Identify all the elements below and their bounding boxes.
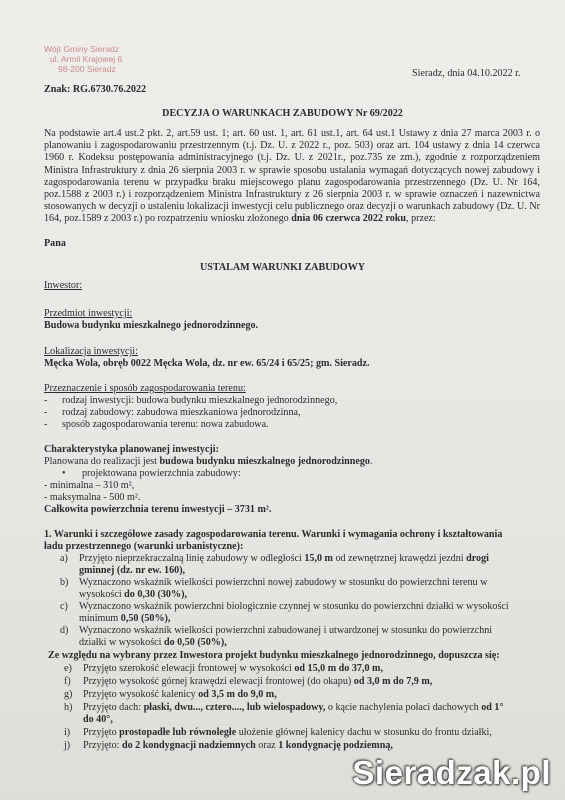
- condition-i: Przyjęto prostopadłe lub równoległe ułożenie głównej kalenicy dachu w stosunku do frontu działki,: [83, 727, 492, 738]
- office-stamp: [44, 44, 122, 74]
- condition-d-cont: działki w wysokości do 0,50 (50%),: [79, 637, 227, 648]
- allowance-note: Ze względu na wybrany przez Inwestora projekt budynku mieszkalnego jednorodzinnego, dopuszcza się:: [48, 650, 500, 661]
- stamp-line: 98-200 Sieradz: [58, 64, 116, 74]
- place-date: Sieradz, dnia 04.10.2022 r.: [412, 68, 521, 79]
- addressee: Pana: [44, 238, 66, 249]
- legal-basis-text: Na podstawie art.4 ust.2 pkt. 2, art.59 ust. 1; art. 60 ust. 1, art. 61 ust.1, art. 64 ust.1 Ustawy z dnia 27 marca 2003 r. o planowaniu i zagospodarowaniu przestrzennym (t.j. Dz. U. z 2022 r., poz. 503) oraz art. 104 ustawy z dnia 14 czerwca 1960 r. Kodeksu postępowania administracyjnego (t.j. Dz. U. z 2021r., poz.735 ze zm.), zgodnie z rozporządzeniem Ministra Infrastruktury z dnia 26 sierpnia 2003 r. w sprawie sposobu ustalania wymagań dotyczących nowej zabudowy i zagospodarowania terenu w przypadku braku miejscowego planu zagospodarowania przestrzennego (Dz. U. Nr 164, poz.1588 z 2003 r.) i rozporządzeniem Ministra Infrastruktury z 26 sierpnia 2003 r. w sprawie oznaczeń i nazewnictwa stosowanych w decyzji o ustaleniu lokalizacji inwestycji celu publicznego oraz decyzji o warunkach zabudowy (Dz. U. Nr 164, poz.1589 z 2003 r.) po rozpatrzeniu wniosku złożonego: [44, 128, 540, 225]
- purpose-item: - rodzaj inwestycji: budowa budynku mieszkalnego jednorodzinnego,: [44, 395, 338, 406]
- characteristics-bullet: • projektowana powierzchnia zabudowy:: [62, 468, 241, 479]
- condition-e: Przyjęto szerokość elewacji frontowej w wysokości od 15,0 m do 37,0 m,: [83, 663, 383, 674]
- condition-h-cont: do 40°,: [83, 714, 113, 725]
- condition-g-mark: g): [64, 689, 73, 700]
- stamp-line: ul. Armii Krajowej 6: [50, 54, 123, 64]
- condition-i-mark: i): [64, 727, 71, 738]
- application-date: dnia 06 czerwca 2022 roku: [291, 213, 407, 225]
- condition-c-mark: c): [60, 601, 68, 612]
- condition-f: Przyjęto wysokość górnej krawędzi elewacji frontowej (do okapu) od 3,0 m do 7,9 m,: [83, 676, 433, 687]
- condition-b-cont: wysokości do 0,30 (30%),: [79, 589, 187, 600]
- section-heading: USTALAM WARUNKI ZABUDOWY: [199, 262, 366, 273]
- condition-a-mark: a): [60, 553, 68, 564]
- condition-j-mark: j): [64, 740, 71, 751]
- reference-number: Znak: RG.6730.76.2022: [44, 84, 147, 95]
- condition-h: Przyjęto dach: płaski, dwu..., cztero...., lub wielospadowy, o kącie nachylenia połaci dachowych od 1°: [83, 702, 504, 713]
- condition-e-mark: e): [64, 663, 72, 674]
- subject-label: Przedmiot inwestycji:: [44, 308, 133, 319]
- condition-b: Wyznaczono wskaźnik wielkości powierzchni nowej zabudowy w stosunku do powierzchni terenu w: [79, 577, 488, 588]
- condition-j: Przyjęto: do 2 kondygnacji nadziemnych oraz 1 kondygnację podziemną,: [83, 740, 393, 751]
- condition-d: Wyznaczono wskaźnik wielkości powierzchni zabudowanej i utwardzonej w stosunku do powierzchni: [79, 625, 493, 636]
- characteristics-line: Planowana do realizacji jest budowa budynku mieszkalnego jednorodzinnego.: [44, 456, 373, 467]
- purpose-item: - rodzaj zabudowy: zabudowa mieszkaniowa jednorodzinna,: [44, 407, 301, 418]
- area-min: - minimalna – 310 m²,: [44, 480, 135, 491]
- investor-label: Inwestor:: [44, 280, 83, 291]
- purpose-item: - sposób zagospodarowania terenu: nowa zabudowa.: [44, 419, 269, 430]
- location-label: Lokalizacja inwestycji:: [44, 346, 138, 357]
- condition-c: Wyznaczono wskaźnik powierzchni biologicznie czynnej w stosunku do powierzchni działki w wysokości: [79, 601, 509, 612]
- stamp-line: Wójt Gminy Sieradz: [44, 44, 120, 54]
- condition-c-cont: minimum 0,50 (50%),: [79, 613, 171, 624]
- location-value: Męcka Wola, obręb 0022 Męcka Wola, dz. nr ew. 65/24 i 65/25; gm. Sieradz.: [44, 358, 370, 369]
- section1-heading-cont: ładu przestrzennego (warunki urbanistyczne):: [44, 541, 244, 552]
- area-max: - maksymalna - 500 m².: [44, 492, 141, 503]
- condition-d-mark: d): [60, 625, 69, 636]
- subject-value: Budowa budynku mieszkalnego jednorodzinnego.: [44, 320, 259, 331]
- condition-a-cont: gminnej (dz. nr ew. 160),: [79, 565, 186, 576]
- condition-h-mark: h): [64, 702, 73, 713]
- site-watermark: Sieradzak.pl: [352, 754, 551, 791]
- total-area: Całkowita powierzchnia terenu inwestycji – 3731 m².: [44, 504, 272, 515]
- condition-b-mark: b): [60, 577, 69, 588]
- legal-basis-tail: , przez:: [406, 213, 436, 225]
- condition-g: Przyjęto wysokość kalenicy od 3,5 m do 9,0 m,: [83, 689, 277, 700]
- purpose-label: Przeznaczenie i sposób zagospodarowania terenu:: [44, 383, 246, 394]
- decision-title: DECYZJA O WARUNKACH ZABUDOWY Nr 69/2022: [162, 108, 403, 119]
- legal-basis-paragraph: [44, 128, 540, 226]
- condition-a: Przyjęto nieprzekraczalną linię zabudowy w odległości 15,0 m od zewnętrznej krawędzi jezdni drogi: [79, 553, 489, 564]
- section1-heading: 1. Warunki i szczegółowe zasady zagospodarowania terenu. Warunki i wymagania ochrony i kształtowania: [44, 529, 503, 540]
- condition-f-mark: f): [64, 676, 71, 687]
- characteristics-label: Charakterystyka planowanej inwestycji:: [44, 444, 219, 455]
